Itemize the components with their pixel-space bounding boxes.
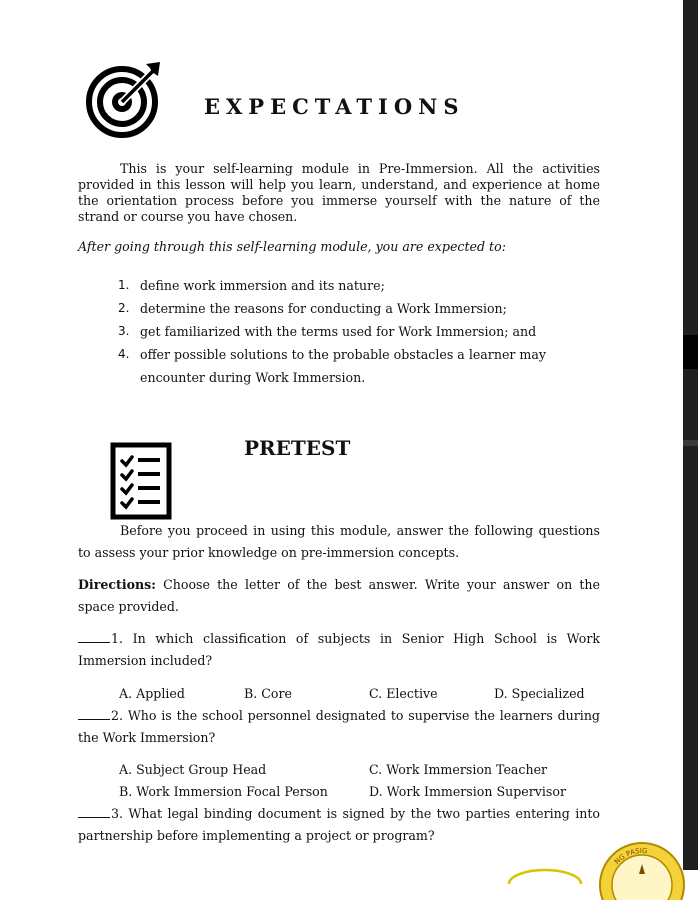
objectives-list [118, 274, 608, 389]
list-number: 4. [118, 347, 130, 361]
option-c: C. Elective [369, 686, 438, 701]
target-icon [84, 60, 164, 140]
seal-icon [505, 864, 585, 884]
list-number: 2. [118, 301, 130, 315]
pretest-heading: PRETEST [244, 436, 351, 460]
list-text: define work immersion and its nature; [140, 278, 385, 293]
list-item [118, 297, 608, 320]
option-c: C. Work Immersion Teacher [369, 762, 548, 777]
option-d: D. Work Immersion Supervisor [369, 784, 566, 799]
edge-mark [683, 440, 698, 446]
question-3 [78, 803, 600, 847]
list-item [118, 343, 608, 389]
pretest-directions [78, 574, 600, 618]
answer-blank[interactable] [78, 707, 110, 720]
right-edge-band [683, 0, 698, 870]
edge-mark [683, 335, 698, 369]
directions-label: Directions: [78, 577, 156, 592]
list-item [118, 320, 608, 343]
question-1 [78, 628, 600, 672]
option-b: B. Work Immersion Focal Person [119, 784, 328, 799]
list-number: 1. [118, 278, 130, 292]
question-text: 3. What legal binding document is signed by the two parties entering into partnership before implementing a project or program? [78, 806, 600, 843]
option-d: D. Specialized [494, 686, 585, 701]
question-text: 2. Who is the school personnel designated to supervise the learners during the Work Immersion? [78, 708, 600, 745]
directions-text: Choose the letter of the best answer. Write your answer on the space provided. [78, 577, 600, 614]
list-number: 3. [118, 324, 130, 338]
question-text: 1. In which classification of subjects in Senior High School is Work Immersion included? [78, 631, 600, 668]
question-2 [78, 705, 600, 749]
answer-blank[interactable] [78, 805, 110, 818]
list-item [118, 274, 608, 297]
expectations-lead: After going through this self-learning module, you are expected to: [78, 239, 506, 254]
seal-icon [597, 840, 687, 900]
edge-shade [683, 0, 698, 870]
option-a: A. Subject Group Head [119, 762, 267, 777]
expectations-heading: EXPECTATIONS [204, 94, 465, 119]
option-a: A. Applied [119, 686, 185, 701]
pretest-intro: Before you proceed in using this module, answer the following questions to assess your prior knowledge on pre-immersion concepts. [78, 523, 600, 560]
answer-blank[interactable] [78, 630, 110, 643]
expectations-intro: This is your self-learning module in Pre-Immersion. All the activities provided in this lesson will help you learn, understand, and experience at home the orientation process before you immerse yourself with the nature of the strand or course you have chosen. [78, 161, 600, 224]
list-text: determine the reasons for conducting a Work Immersion; [140, 301, 507, 316]
option-b: B. Core [244, 686, 292, 701]
seal-text: NG PASIG [612, 846, 648, 866]
list-text: get familiarized with the terms used for Work Immersion; and [140, 324, 537, 339]
checklist-icon [110, 442, 172, 520]
list-text: offer possible solutions to the probable obstacles a learner may encounter during Work Immersion. [140, 347, 546, 385]
